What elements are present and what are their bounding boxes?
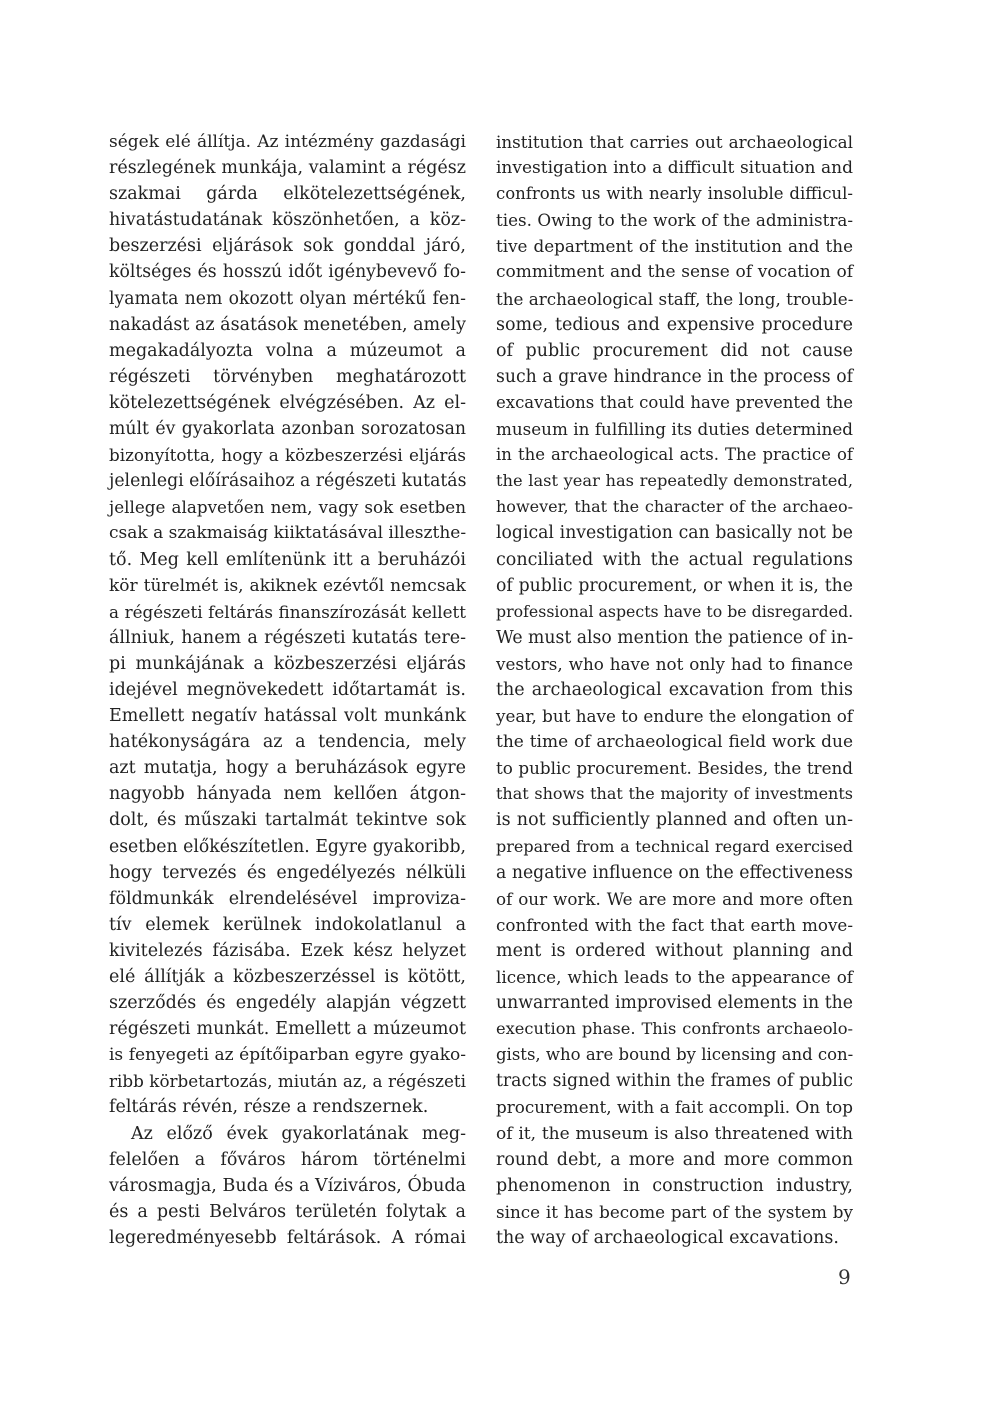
text-line: vestors, who have not only had to finance [496, 653, 853, 674]
text-line: esetben előkészítetlen. Egyre gyakoribb, [109, 836, 466, 857]
text-line: tracts signed within the frames of public [496, 1071, 853, 1092]
text-line: jellege alapvetően nem, vagy sok esetben [109, 497, 466, 518]
text-line: szerződés és engedély alapján végzett [109, 993, 466, 1014]
text-line: hatékonyságára az a tendencia, mely [109, 732, 466, 753]
english-text-column [496, 129, 853, 1251]
text-line: kötelezettségének elvégzésében. Az el- [109, 392, 466, 413]
text-line: the archaeological staff, the long, trouble- [496, 288, 854, 309]
text-line: tív elemek kerülnek indokolatlanul a [109, 914, 466, 935]
text-line: of public procurement, or when it is, the [496, 575, 853, 596]
text-line: beszerzési eljárások sok gonddal járó, [109, 236, 466, 257]
text-line: the archaeological excavation from this [496, 679, 853, 700]
text-line: professional aspects have to be disregarded. [496, 601, 854, 621]
text-line: kör türelmét is, akiknek ezévtől nemcsak [109, 575, 466, 596]
text-line: nakadást az ásatások menetében, amely [109, 314, 466, 335]
text-line: múlt év gyakorlata azonban sorozatosan [109, 419, 466, 440]
text-line: megakadályozta volna a múzeumot a [109, 340, 466, 361]
text-line: városmagja, Buda és a Víziváros, Óbuda [109, 1175, 466, 1196]
text-line: ségek elé állítja. Az intézmény gazdasági [109, 132, 466, 152]
text-line: földmunkák elrendelésével improviza- [109, 888, 466, 909]
text-line: confronted with the fact that earth move- [496, 914, 853, 935]
text-line: is fenyegeti az építőiparban egyre gyako- [109, 1045, 466, 1066]
text-line: to public procurement. Besides, the trend [496, 758, 853, 779]
text-line: the time of archaeological field work due [496, 732, 853, 753]
text-line: excavations that could have prevented the [496, 392, 853, 412]
text-line: pi munkájának a közbeszerzési eljárás [109, 653, 466, 674]
text-line: állniuk, hanem a régészeti kutatás tere- [109, 627, 466, 648]
text-line: nagyobb hányada nem kellően átgon- [109, 784, 466, 805]
text-line: some, tedious and expensive procedure [496, 314, 853, 335]
text-line: a negative influence on the effectiveness [496, 862, 853, 883]
text-line: We must also mention the patience of in- [496, 627, 854, 648]
text-line: Az előző évek gyakorlatának meg- [131, 1123, 466, 1144]
text-line: bizonyította, hogy a közbeszerzési eljárás [109, 445, 466, 466]
text-line: legeredményesebb feltárások. A római [109, 1227, 466, 1248]
text-line: a régészeti feltárás finanszírozását kellett [109, 601, 466, 622]
text-line: in the archaeological acts. The practice of [496, 445, 853, 465]
text-line: régészeti törvényben meghatározott [109, 366, 466, 387]
text-line: of it, the museum is also threatened with [496, 1123, 853, 1144]
text-line: szakmai gárda elkötelezettségének, [109, 184, 466, 205]
text-line: jelenlegi előírásaihoz a régészeti kutatás [109, 471, 467, 492]
text-line: felelően a főváros három történelmi [109, 1149, 466, 1170]
text-line: Emellett negatív hatással volt munkánk [109, 706, 466, 727]
text-line: commitment and the sense of vocation of [496, 262, 853, 283]
text-line: régészeti munkát. Emellett a múzeumot [109, 1019, 466, 1040]
text-line: licence, which leads to the appearance of [496, 967, 853, 987]
text-line: részlegének munkája, valamint a régész [109, 158, 466, 179]
page-number: 9 [838, 1265, 851, 1289]
text-line: gists, who are bound by licensing and con- [496, 1045, 854, 1065]
text-line: feltárás révén, része a rendszernek. [109, 1097, 429, 1118]
text-line: logical investigation can basically not be [496, 523, 853, 544]
text-line: kivitelezés fázisába. Ezek kész helyzet [109, 940, 466, 961]
text-line: that shows that the majority of investments [496, 784, 853, 804]
text-line: since it has become part of the system by [496, 1201, 853, 1222]
text-line: lyamata nem okozott olyan mértékű fen- [109, 288, 466, 309]
text-line: idejével megnövekedett időtartamát is. [109, 679, 466, 700]
text-line: ment is ordered without planning and [496, 940, 853, 961]
text-line: hogy tervezés és engedélyezés nélküli [109, 862, 466, 883]
text-line: the way of archaeological excavations. [496, 1227, 839, 1248]
text-line: phenomenon in construction industry, [496, 1175, 853, 1196]
text-line: ties. Owing to the work of the administra- [496, 210, 853, 231]
text-line: csak a szakmaiság kiiktatásával illeszthe- [109, 523, 467, 544]
text-line: és a pesti Belváros területén folytak a [109, 1201, 466, 1222]
hungarian-text-column [109, 129, 466, 1251]
text-line: procurement, with a fait accompli. On top [496, 1097, 853, 1118]
text-line: hivatástudatának köszönhetően, a köz- [109, 210, 466, 231]
text-line: conciliated with the actual regulations [496, 549, 853, 570]
text-line: confronts us with nearly insoluble difficul- [496, 184, 853, 204]
text-line: költséges és hosszú időt igénybevevő fo- [109, 262, 466, 283]
text-line: museum in fulfilling its duties determined [496, 419, 853, 440]
text-line: such a grave hindrance in the process of [496, 366, 853, 387]
text-line: execution phase. This confronts archaeolo- [496, 1019, 853, 1039]
text-line: prepared from a technical regard exercised [496, 836, 853, 856]
text-line: tő. Meg kell említenünk itt a beruházói [109, 549, 466, 570]
text-line: of our work. We are more and more often [496, 888, 853, 909]
text-line: the last year has repeatedly demonstrated, [496, 471, 853, 491]
text-line: of public procurement did not cause [496, 340, 853, 361]
text-line: azt mutatja, hogy a beruházások egyre [109, 758, 466, 779]
text-line: is not sufficiently planned and often un- [496, 810, 853, 831]
text-line: unwarranted improvised elements in the [496, 993, 853, 1014]
text-line: round debt, a more and more common [496, 1149, 853, 1170]
text-line: ribb körbetartozás, miután az, a régészeti [109, 1071, 466, 1092]
text-line: dolt, és műszaki tartalmát tekintve sok [109, 810, 466, 831]
text-line: year, but have to endure the elongation of [496, 706, 853, 727]
text-line: tive department of the institution and the [496, 236, 853, 257]
text-line: investigation into a difficult situation and [496, 158, 853, 179]
text-line: institution that carries out archaeological [496, 132, 853, 152]
text-line: elé állítják a közbeszerzéssel is kötött, [109, 967, 466, 987]
text-line: however, that the character of the archaeo- [496, 497, 853, 517]
